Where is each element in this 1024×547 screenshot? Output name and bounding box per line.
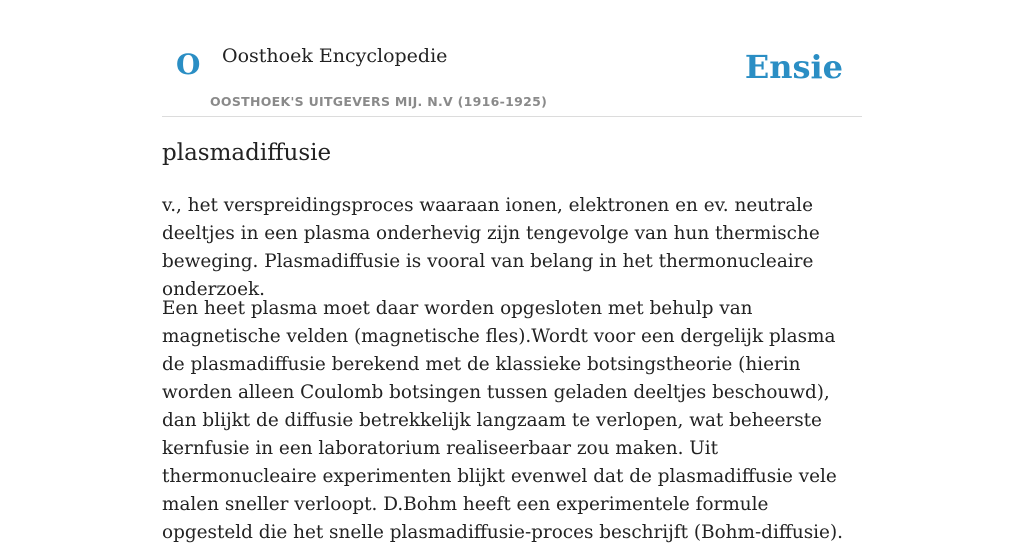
brand-logo[interactable]: Ensie xyxy=(744,48,843,86)
source-subtitle: OOSTHOEK'S UITGEVERS MIJ. N.V (1916-1925) xyxy=(210,94,548,109)
source-header xyxy=(162,0,862,117)
source-logo[interactable]: O xyxy=(176,48,201,81)
entry-paragraph-2: Een heet plasma moet daar worden opgesloten met behulp van magnetische velden (magnetische fles).Wordt voor een dergelijk plasma de plasmadiffusie berekend met de klassieke botsingstheorie (hierin worden alleen Coulomb botsingen tussen geladen deeltjes beschouwd), dan blijkt de diffusie betrekkelijk langzaam te verlopen, wat beheerste kernfusie in een laboratorium realiseerbaar zou maken. Uit thermonucleaire experimenten blijkt evenwel dat de plasmadiffusie vele malen sneller verloopt. D.Bohm heeft een experimentele formule opgesteld die het snelle plasmadiffusie-proces beschrijft (Bohm-diffusie). xyxy=(162,298,843,543)
entry-paragraph-1: v., het verspreidingsproces waaraan ionen, elektronen en ev. neutrale deeltjes in een plasma onderhevig zijn tengevolge van hun thermische beweging. Plasmadiffusie is vooral van belang in het thermonucleaire onderzoek. xyxy=(162,195,820,300)
entry-headword: plasmadiffusie xyxy=(162,140,332,166)
entry-card xyxy=(162,0,862,543)
source-title[interactable]: Oosthoek Encyclopedie xyxy=(222,45,448,67)
